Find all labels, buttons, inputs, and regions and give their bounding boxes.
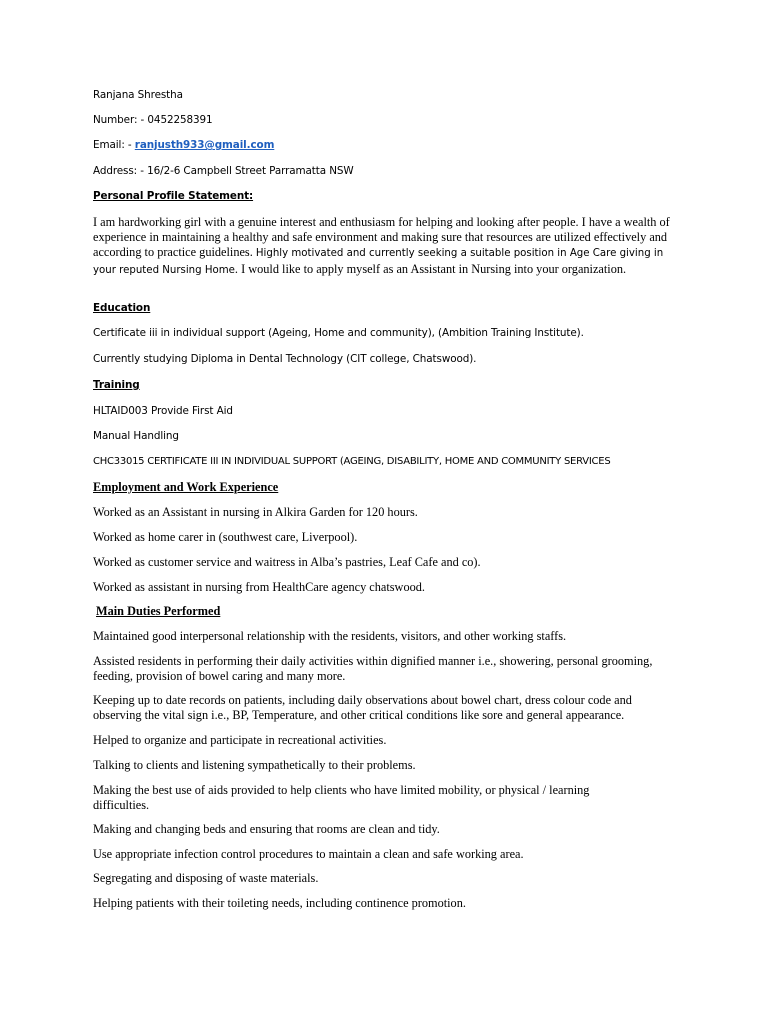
employment-heading: Employment and Work Experience [93, 480, 279, 494]
duty-item-8: Use appropriate infection control procedures to maintain a clean and safe working area. [93, 847, 524, 861]
phone-number-label: Number: - [93, 114, 148, 126]
address-value: 16/2-6 Campbell Street Parramatta NSW [147, 165, 354, 177]
duty-item-7: Making and changing beds and ensuring that rooms are clean and tidy. [93, 822, 440, 836]
employment-item-3: Worked as customer service and waitress in Alba’s pastries, Leaf Cafe and co). [93, 555, 481, 569]
employment-item-1: Worked as an Assistant in nursing in Alkira Garden for 120 hours. [93, 505, 418, 519]
duties-heading: Main Duties Performed [96, 604, 221, 618]
duty-item-4: Helped to organize and participate in recreational activities. [93, 733, 387, 747]
duty-item-10: Helping patients with their toileting needs, including continence promotion. [93, 896, 466, 910]
training-heading: Training [93, 379, 140, 391]
education-item-1: Certificate iii in individual support (Ageing, Home and community), (Ambition Training Institute). [93, 327, 584, 339]
applicant-name: Ranjana Shrestha [93, 89, 183, 101]
duty-item-9: Segregating and disposing of waste materials. [93, 871, 319, 885]
training-item-3: CHC33015 CERTIFICATE III IN INDIVIDUAL SUPPORT (AGEING, DISABILITY, HOME AND COMMUNITY SERVICES [93, 456, 611, 467]
profile-statement [93, 215, 673, 278]
duty-item-3: Keeping up to date records on patients, including daily observations about bowel chart, dress colour code and observing the vital sign i.e., BP, Temperature, and other critical conditions like sore and general appearance. [93, 693, 632, 723]
phone-number-line [93, 114, 213, 126]
training-item-2: Manual Handling [93, 430, 179, 442]
training-item-1: HLTAID003 Provide First Aid [93, 405, 233, 417]
employment-item-4: Worked as assistant in nursing from HealthCare agency chatswood. [93, 580, 425, 594]
email-label: Email: - [93, 139, 135, 151]
email-link[interactable]: ranjusth933@gmail.com [134, 139, 275, 151]
address-label: Address: - [93, 165, 148, 177]
education-item-2: Currently studying Diploma in Dental Technology (CIT college, Chatswood). [93, 353, 477, 365]
profile-text-part2: Highly motivated and currently seeking a suitable position in Age Care giving in your reputed Nursing Home [93, 248, 664, 276]
education-heading: Education [93, 302, 151, 314]
phone-number-value: 0452258391 [147, 114, 213, 126]
profile-heading: Personal Profile Statement: [93, 190, 254, 202]
employment-item-2: Worked as home carer in (southwest care, Liverpool). [93, 530, 358, 544]
profile-text-part3: . I would like to apply myself as an Assistant in Nursing into your organization. [234, 261, 627, 276]
duty-item-1: Maintained good interpersonal relationship with the residents, visitors, and other working staffs. [93, 629, 567, 643]
email-line [93, 139, 274, 151]
duty-item-2: Assisted residents in performing their daily activities within dignified manner i.e., showering, personal grooming, feeding, provision of bowel caring and many more. [93, 654, 653, 684]
duty-item-5: Talking to clients and listening sympathetically to their problems. [93, 758, 416, 772]
duty-item-6: Making the best use of aids provided to help clients who have limited mobility, or physical / learning difficulties. [93, 783, 590, 813]
profile-text-part1: I am hardworking girl with a genuine interest and enthusiasm for helping and looking after people. I have a wealth of experience in maintaining a healthy and safe environment and making sure that resources are utilized effectively and according to practice guidelines. [93, 215, 670, 260]
address-line [93, 165, 354, 177]
